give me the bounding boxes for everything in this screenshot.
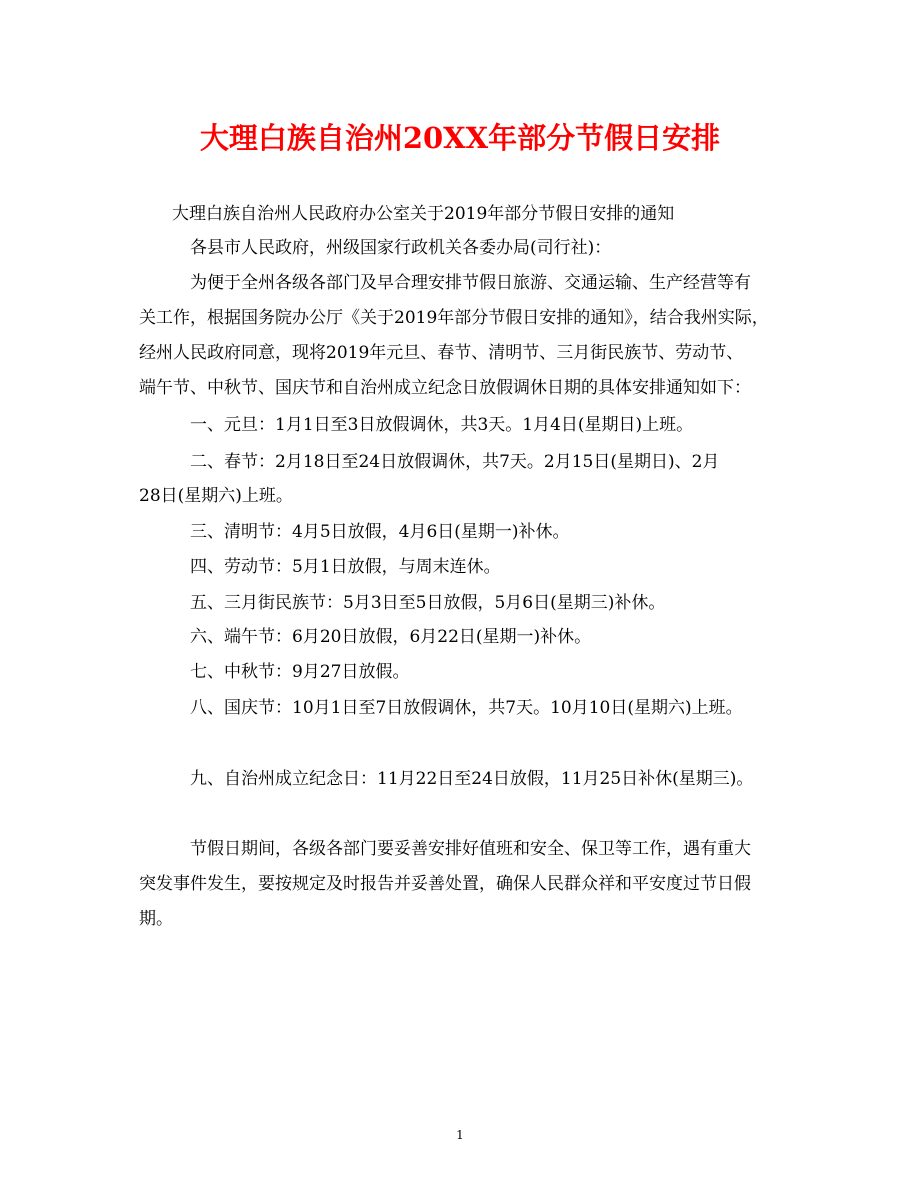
intro-line: 关工作，根据国务院办公厅《关于2019年部分节假日安排的通知》，结合我州实际，: [139, 308, 769, 328]
intro-line: 为便于全州各级各部门及早合理安排节假日旅游、交通运输、生产经营等有: [190, 273, 751, 293]
page-number: 1: [456, 1128, 464, 1142]
closing-line: 突发事件发生，要按规定及时报告并妥善处置，确保人民群众祥和平安度过节日假: [139, 874, 751, 894]
holiday-item: 五、三月街民族节：5月3日至5日放假，5月6日(星期三)补休。: [190, 593, 666, 613]
holiday-item: 七、中秋节：9月27日放假。: [190, 662, 410, 682]
holiday-item-continuation: 28日(星期六)上班。: [139, 486, 293, 506]
holiday-item: 八、国庆节：10月1日至7日放假调休，共7天。10月10日(星期六)上班。: [190, 698, 743, 718]
holiday-item: 九、自治州成立纪念日：11月22日至24日放假，11月25日补休(星期三)。: [190, 769, 754, 789]
salutation: 各县市人民政府，州级国家行政机关各委办局(司行社)：: [190, 238, 612, 258]
document-title: 大理白族自治州20XX年部分节假日安排: [199, 121, 721, 155]
intro-line: 经州人民政府同意，现将2019年元旦、春节、清明节、三月街民族节、劳动节、: [139, 343, 744, 363]
holiday-item: 一、元旦：1月1日至3日放假调休，共3天。1月4日(星期日)上班。: [190, 415, 694, 435]
notice-title: 大理白族自治州人民政府办公室关于2019年部分节假日安排的通知: [172, 204, 675, 224]
holiday-item: 四、劳动节：5月1日放假，与周末连休。: [190, 557, 501, 577]
holiday-item: 六、端午节：6月20日放假，6月22日(星期一)补休。: [190, 627, 592, 647]
holiday-item: 二、春节：2月18日至24日放假调休，共7天。2月15日(星期日)、2月: [190, 452, 720, 472]
intro-line: 端午节、中秋节、国庆节和自治州成立纪念日放假调休日期的具体安排通知如下：: [139, 378, 751, 398]
closing-line: 节假日期间，各级各部门要妥善安排好值班和安全、保卫等工作，遇有重大: [190, 839, 751, 859]
closing-line: 期。: [139, 909, 173, 929]
holiday-item: 三、清明节：4月5日放假，4月6日(星期一)补休。: [190, 522, 570, 542]
